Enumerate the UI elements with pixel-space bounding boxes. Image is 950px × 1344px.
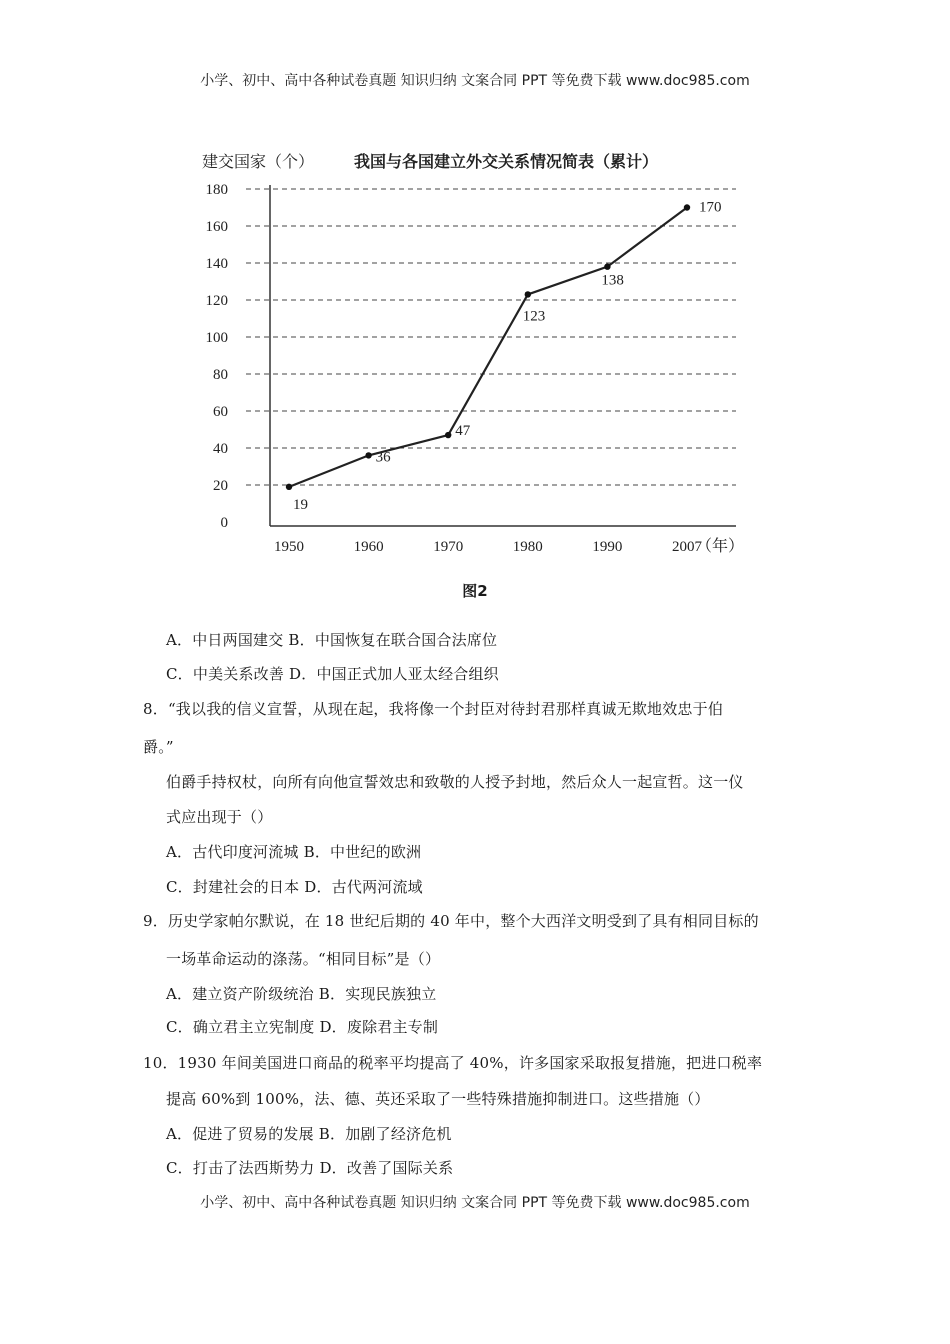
data-points [286,204,690,490]
data-label: 19 [293,496,308,513]
q8-stem-line2: 爵。” [143,738,174,756]
x-tick-label: 1980 [512,539,543,555]
q7-option-cd: C．中美关系改善 D．中国正式加人亚太经合组织 [166,665,499,683]
q10-stem-line2: 提高 60%到 100%，法、德、英还采取了一些特殊措施抑制进口。这些措施（） [166,1090,710,1108]
y-axis-label: 建交国家（个） [202,154,315,171]
data-point [286,484,292,490]
chart-title: 我国与各国建立外交关系情况简表（累计） [354,154,659,171]
y-tick-label: 20 [213,478,228,494]
y-tick-label: 60 [213,404,228,420]
y-tick-label: 0 [220,515,228,531]
figure-caption: 图2 [462,582,488,600]
q8-stem-line3: 伯爵手持权杖，向所有向他宣誓效忠和致敬的人授予封地，然后众人一起宣哲。这一仪 [166,773,744,791]
q8-stem-line1: 8．“我以我的信义宣誓，从现在起，我将像一个封臣对待封君那样真诚无欺地效忠于伯 [143,700,724,718]
y-tick-labels [206,182,229,531]
page-header: 小学、初中、高中各种试卷真题 知识归纳 文案合同 PPT 等免费下载 www.doc985.com [200,73,750,89]
y-tick-label: 40 [213,441,228,457]
x-tick-labels [274,539,703,555]
line-chart [190,140,770,570]
y-tick-label: 100 [205,330,228,346]
y-tick-label: 180 [205,182,228,198]
q10-option-ab: A．促进了贸易的发展 B．加剧了经济危机 [166,1125,452,1143]
x-tick-label: 1960 [353,539,384,555]
data-label: 170 [699,199,722,216]
data-label: 36 [375,449,391,466]
q8-option-cd: C．封建社会的日本 D．古代两河流域 [166,878,423,896]
data-label: 138 [601,272,624,289]
q9-stem-line2: 一场革命运动的涤荡。“相同目标”是（） [166,950,441,968]
data-label: 47 [455,423,471,440]
x-tick-label: 1970 [433,539,464,555]
q9-stem-line1: 9．历史学家帕尔默说，在 18 世纪后期的 40 年中，整个大西洋文明受到了具有相同目标的 [143,912,759,930]
q7-option-ab: A．中日两国建交 B．中国恢复在联合国合法席位 [166,631,498,649]
data-point [684,204,690,210]
y-tick-label: 80 [213,367,228,383]
y-tick-label: 160 [205,219,228,235]
data-point [604,264,610,270]
x-tick-label: 1950 [274,539,304,555]
x-tick-label: 1990 [592,539,623,555]
data-point [445,432,451,438]
q9-option-cd: C．确立君主立宪制度 D．废除君主专制 [166,1018,439,1036]
x-tick-label: 2007 [672,539,702,555]
y-tick-label: 120 [205,293,228,309]
q10-option-cd: C．打击了法西斯势力 D．改善了国际关系 [166,1159,454,1177]
q8-option-ab: A．古代印度河流城 B．中世纪的欧洲 [166,843,422,861]
series-line [289,208,687,487]
q10-stem-line1: 10．1930 年间美国进口商品的税率平均提高了 40%，许多国家采取报复措施，把进口税率 [143,1054,763,1072]
data-labels [293,200,722,513]
data-point [525,291,531,297]
page-footer: 小学、初中、高中各种试卷真题 知识归纳 文案合同 PPT 等免费下载 www.doc985.com [200,1195,750,1211]
data-point [365,452,371,458]
data-label: 123 [522,308,546,325]
x-axis-unit: （年） [696,538,745,555]
gridlines [246,189,736,485]
q8-stem-line4: 式应出现于（） [166,808,273,826]
q9-option-ab: A．建立资产阶级统治 B．实现民族独立 [166,985,437,1003]
y-tick-label: 140 [205,256,228,272]
